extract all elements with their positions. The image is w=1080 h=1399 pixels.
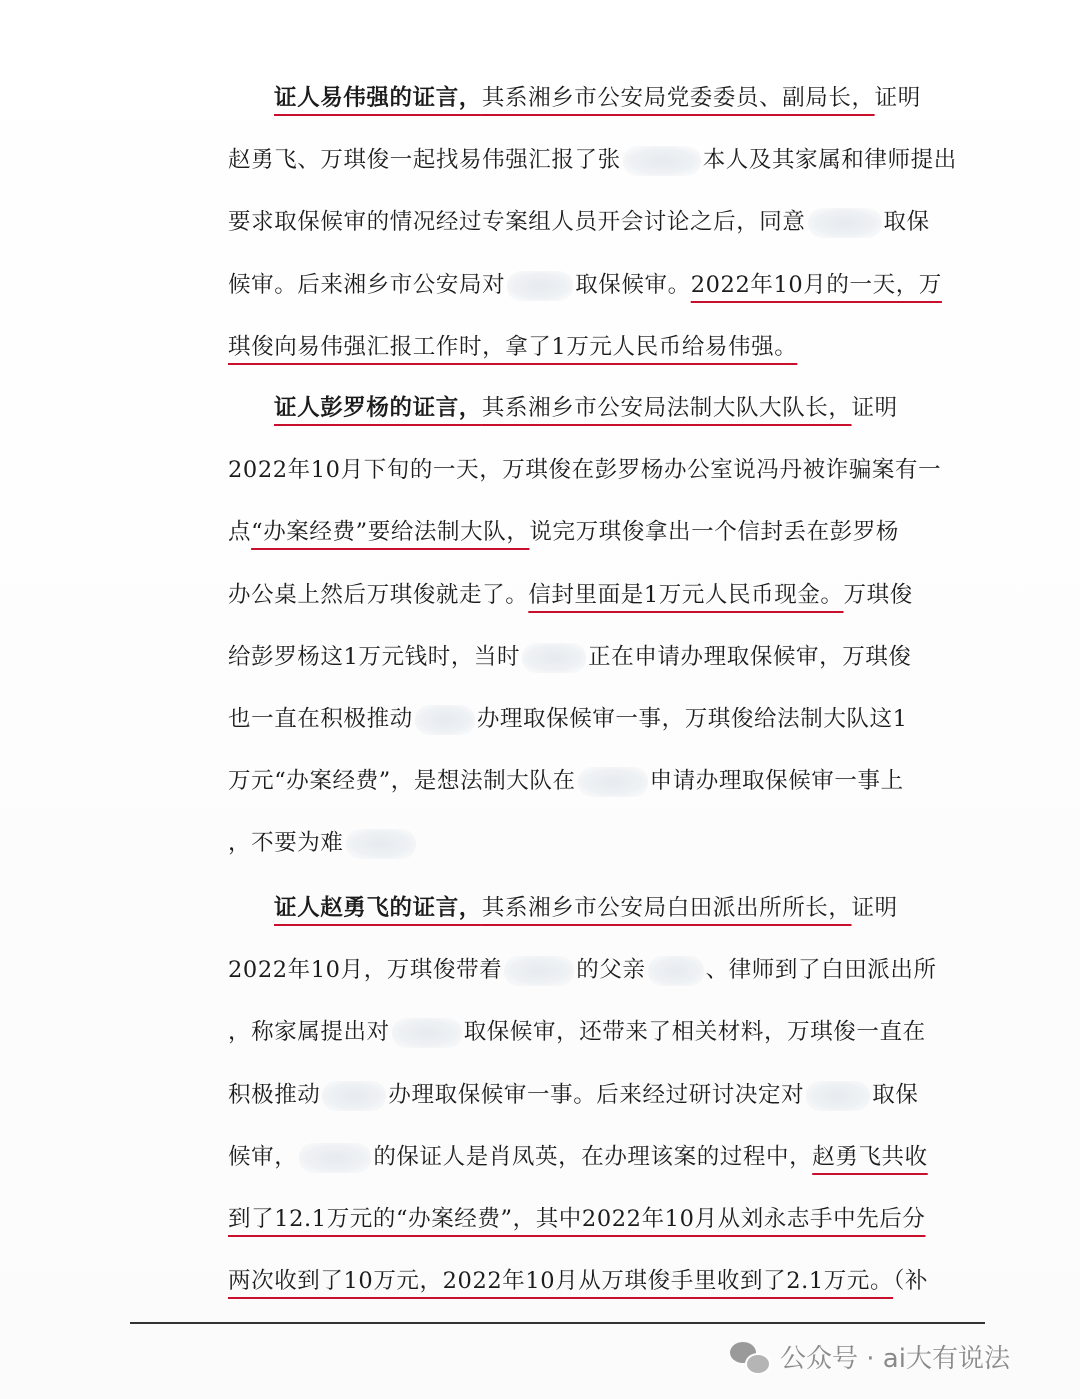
wechat-icon bbox=[730, 1336, 770, 1376]
text-segment: 办公桌上然后万琪俊就走了。 bbox=[228, 581, 529, 608]
text-line bbox=[228, 202, 930, 242]
underlined-text: 信封里面是1万元人民币现金。 bbox=[528, 581, 844, 608]
underlined-text: 其系湘乡市公安局法制大队大队长， bbox=[481, 395, 852, 421]
underlined-text: 赵勇飞共收 bbox=[812, 1143, 928, 1170]
divider-line bbox=[130, 1322, 985, 1324]
redaction-blur bbox=[415, 705, 475, 735]
text-segment: 积极推动 bbox=[228, 1081, 321, 1108]
underlined-text: 其系湘乡市公安局白田派出所所长， bbox=[481, 895, 852, 921]
underlined-text: 证人易伟强的证言， bbox=[274, 85, 482, 111]
text-line bbox=[228, 575, 913, 615]
text-line bbox=[228, 512, 899, 552]
text-line bbox=[228, 450, 941, 490]
text-segment: 点 bbox=[228, 519, 252, 546]
text-line bbox=[228, 1261, 928, 1301]
text-segment: 、律师到了白田派出所 bbox=[705, 957, 937, 984]
text-segment: 候审。后来湘乡市公安局对 bbox=[228, 271, 506, 298]
redaction-blur bbox=[322, 1081, 386, 1111]
text-segment: 给彭罗杨这1万元钱时，当时 bbox=[228, 643, 521, 670]
watermark-text: 公众号 · ai大有说法 bbox=[780, 1343, 1010, 1374]
text-segment: 取保候审。 bbox=[575, 271, 691, 298]
text-segment: 赵勇飞、万琪俊一起找易伟强汇报了张 bbox=[228, 147, 621, 174]
text-segment: 办理取保候审一事，万琪俊给法制大队这1 bbox=[476, 706, 908, 732]
redaction-blur bbox=[648, 956, 704, 986]
text-line bbox=[228, 761, 904, 801]
text-line bbox=[228, 1137, 928, 1177]
text-line bbox=[274, 888, 898, 928]
text-segment: 2022年10月，万琪俊带着 bbox=[228, 957, 503, 984]
text-segment: ，不要为难 bbox=[228, 830, 344, 857]
text-segment: 候审， bbox=[228, 1143, 298, 1170]
text-line bbox=[274, 388, 898, 428]
underlined-text: 证人彭罗杨的证言， bbox=[274, 395, 482, 421]
text-segment: 证明 bbox=[851, 895, 898, 921]
redaction-blur bbox=[808, 208, 882, 238]
redaction-blur bbox=[623, 146, 701, 176]
redaction-blur bbox=[299, 1143, 371, 1173]
text-line bbox=[228, 140, 957, 180]
redaction-blur bbox=[507, 271, 573, 301]
text-line bbox=[228, 1075, 918, 1115]
underlined-text: 两次收到了10万元，2022年10月从万琪俊手里收到了2.1万元。 bbox=[228, 1268, 894, 1295]
text-segment: 也一直在积极推动 bbox=[228, 706, 413, 732]
text-segment: 2022年10月下旬的一天，万琪俊在彭罗杨办公室说冯丹被诈骗案有一 bbox=[228, 457, 942, 484]
underlined-text: 到了12.1万元的“办案经费”，其中2022年10月从刘永志手中先后分 bbox=[228, 1206, 926, 1232]
text-line bbox=[228, 637, 912, 677]
text-segment: 要求取保候审的情况经过专案组人员开会讨论之后，同意 bbox=[228, 209, 806, 236]
text-segment: 取保 bbox=[872, 1081, 919, 1108]
watermark-footer bbox=[730, 1334, 1010, 1378]
redaction-blur bbox=[806, 1081, 870, 1111]
text-segment: 万琪俊 bbox=[843, 581, 913, 608]
text-segment: （补 bbox=[893, 1268, 929, 1295]
redaction-blur bbox=[578, 767, 648, 797]
text-segment: 办理取保候审一事。后来经过研讨决定对 bbox=[388, 1081, 805, 1108]
text-line bbox=[274, 78, 921, 118]
text-line bbox=[228, 950, 937, 990]
underlined-text: 其系湘乡市公安局党委委员、副局长， bbox=[481, 85, 875, 111]
underlined-text: 琪俊向易伟强汇报工作时，拿了1万元人民币给易伟强。 bbox=[228, 333, 798, 360]
text-line bbox=[228, 699, 908, 739]
text-segment: 证明 bbox=[874, 85, 921, 111]
text-segment: 申请办理取保候审一事上 bbox=[649, 768, 904, 795]
underlined-text: “办案经费”要给法制大队， bbox=[251, 519, 530, 546]
text-line bbox=[228, 327, 797, 367]
text-line bbox=[228, 1199, 926, 1239]
text-segment: 说完万琪俊拿出一个信封丢在彭罗杨 bbox=[529, 519, 900, 546]
text-line bbox=[228, 1012, 926, 1052]
text-segment: 的保证人是肖凤英，在办理该案的过程中， bbox=[373, 1143, 813, 1170]
text-line bbox=[228, 265, 942, 305]
text-line bbox=[228, 823, 418, 863]
text-segment: 正在申请办理取保候审，万琪俊 bbox=[588, 643, 912, 670]
redaction-blur bbox=[504, 956, 574, 986]
redaction-blur bbox=[522, 643, 586, 673]
text-segment: 取保 bbox=[883, 209, 930, 236]
redaction-blur bbox=[346, 829, 416, 859]
redaction-blur bbox=[392, 1018, 462, 1048]
underlined-text: 证人赵勇飞的证言， bbox=[274, 895, 482, 921]
text-segment: 的父亲 bbox=[576, 957, 646, 984]
text-segment: 万元“办案经费”，是想法制大队在 bbox=[228, 768, 576, 795]
text-segment: 本人及其家属和律师提出 bbox=[702, 147, 957, 174]
text-segment: 证明 bbox=[851, 395, 898, 421]
text-segment: ，称家属提出对 bbox=[228, 1019, 390, 1046]
text-segment: 取保候审，还带来了相关材料，万琪俊一直在 bbox=[463, 1019, 926, 1046]
underlined-text: 2022年10月的一天，万 bbox=[690, 271, 942, 298]
